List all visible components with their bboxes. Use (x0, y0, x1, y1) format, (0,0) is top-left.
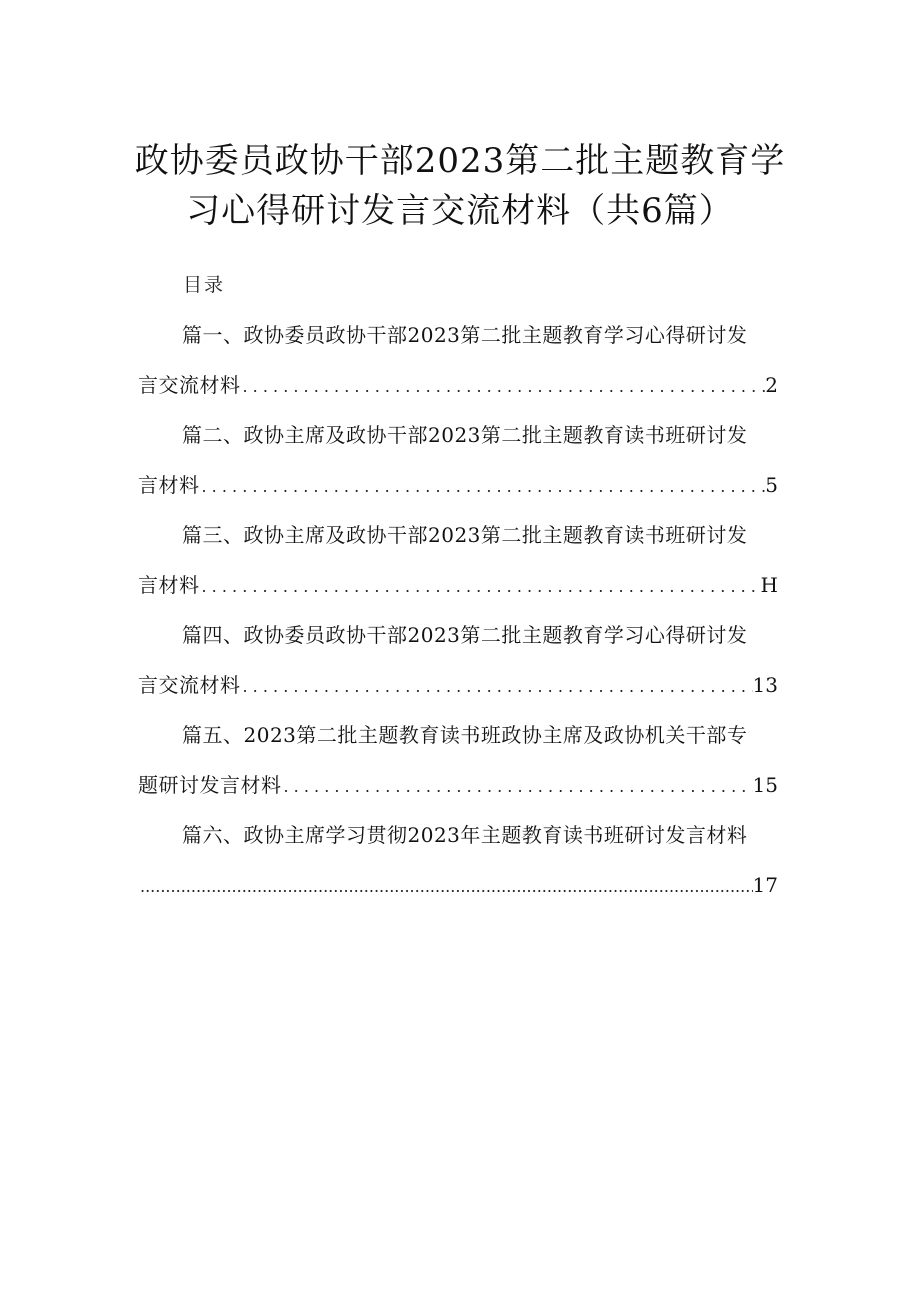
toc-entry-title: 篇四、政协委员政协干部2023第二批主题教育学习心得研讨发 (182, 623, 748, 647)
dot-leader (138, 870, 753, 904)
toc-entry-title-continued: 言交流材料 (138, 673, 241, 697)
document-title (120, 136, 800, 236)
toc-entry-title-continued: 言交流材料 (138, 373, 241, 397)
toc-entry-continuation (138, 568, 778, 602)
toc-entry-title: 篇五、2023第二批主题教育读书班政协主席及政协机关干部专 (182, 723, 748, 747)
toc-entry-6[interactable] (138, 818, 778, 918)
dot-leader (200, 570, 761, 604)
toc-entry-continuation (138, 468, 778, 502)
toc-page-number: 2 (765, 373, 778, 397)
toc-page-number: 17 (752, 873, 778, 897)
toc-entry-continuation (138, 668, 778, 702)
toc-page-number: 13 (752, 673, 778, 697)
toc-entry-title: 篇一、政协委员政协干部2023第二批主题教育学习心得研讨发 (182, 323, 748, 347)
toc-entry-title: 篇六、政协主席学习贯彻2023年主题教育读书班研讨发言材料 (182, 823, 748, 847)
dot-leader (282, 770, 753, 804)
toc-page-number: 15 (752, 773, 778, 797)
toc-entry-continuation (138, 768, 778, 802)
title-line-2: 习心得研讨发言交流材料（共6篇） (186, 191, 734, 231)
toc-entry-title: 篇二、政协主席及政协干部2023第二批主题教育读书班研讨发 (182, 423, 748, 447)
toc-entry-title: 篇三、政协主席及政协干部2023第二批主题教育读书班研讨发 (182, 523, 748, 547)
toc-entry-2[interactable] (138, 418, 778, 518)
toc-entry-title-continued: 言材料 (138, 573, 200, 597)
toc-entry-5[interactable] (138, 718, 778, 818)
dot-leader (241, 670, 753, 704)
toc-page-number: 5 (765, 473, 778, 497)
toc-entry-continuation (138, 368, 778, 402)
toc-page-number: H (760, 573, 778, 597)
toc-entry-4[interactable] (138, 618, 778, 718)
toc-entry-continuation (138, 868, 778, 902)
table-of-contents (138, 318, 778, 918)
toc-entry-3[interactable] (138, 518, 778, 618)
dot-leader (200, 470, 766, 504)
toc-entry-title-continued: 言材料 (138, 473, 200, 497)
toc-entry-1[interactable] (138, 318, 778, 418)
toc-heading: 目录 (183, 274, 226, 296)
dot-leader (241, 370, 766, 404)
toc-entry-title-continued: 题研讨发言材料 (138, 773, 282, 797)
title-line-1: 政协委员政协干部2023第二批主题教育学 (134, 141, 786, 181)
